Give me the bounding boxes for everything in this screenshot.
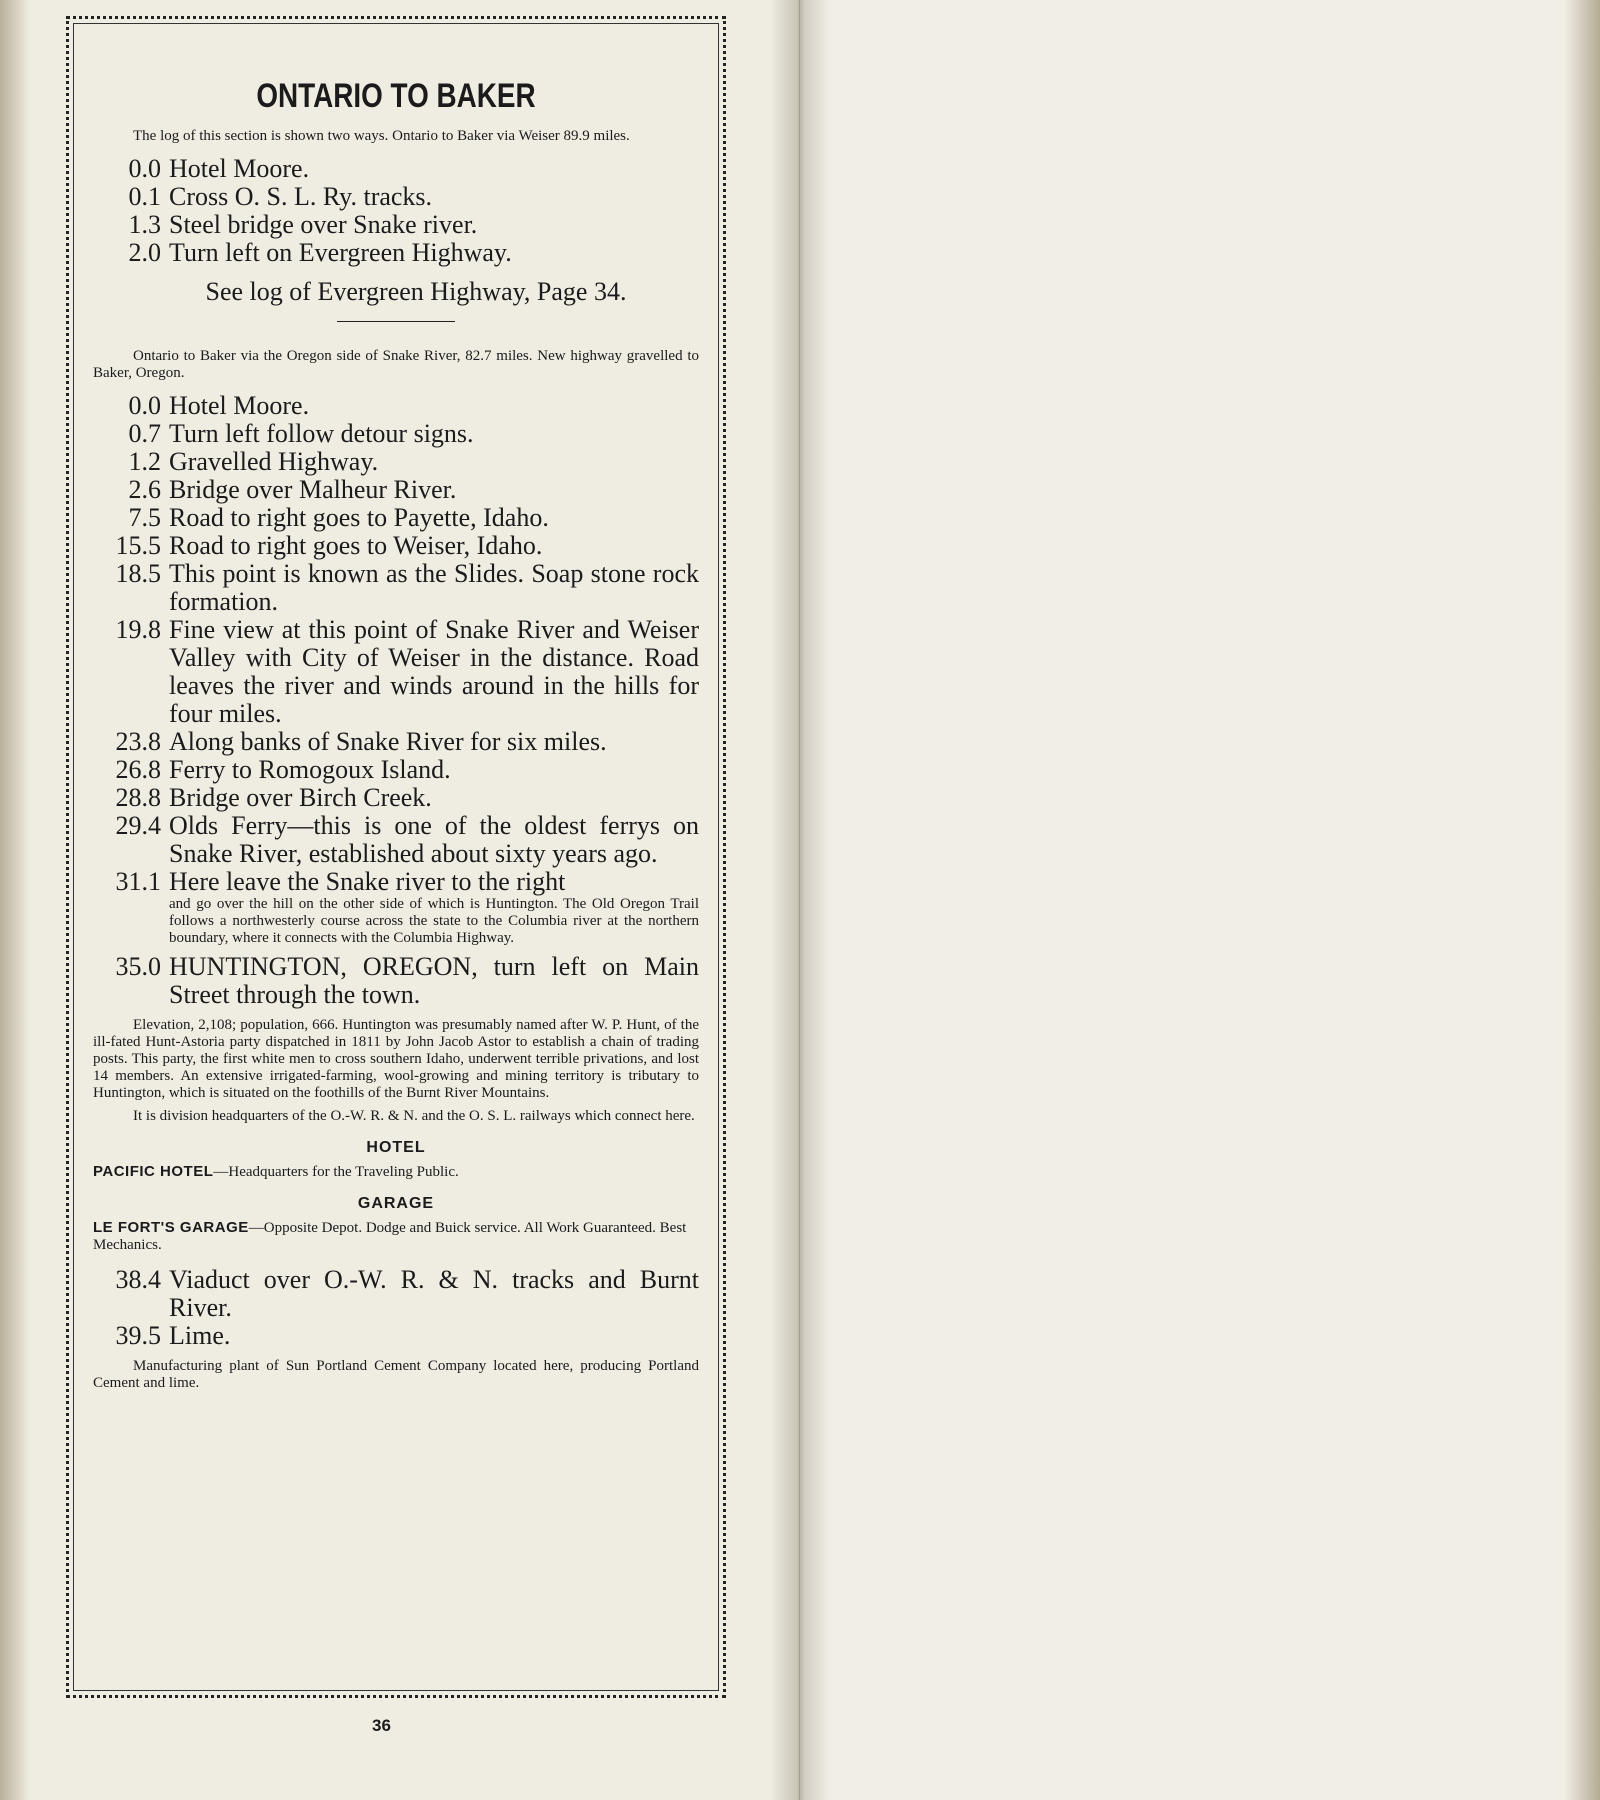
log-entry bbox=[93, 183, 699, 211]
log-text: Road to right goes to Weiser, Idaho. bbox=[169, 531, 543, 560]
mileage: 23.8 bbox=[115, 727, 161, 756]
hotel-description: —Headquarters for the Traveling Public. bbox=[213, 1164, 459, 1180]
mileage: 18.5 bbox=[115, 559, 161, 588]
log-entry bbox=[93, 420, 699, 448]
log-entry bbox=[93, 239, 699, 267]
log-entry bbox=[93, 211, 699, 239]
log-entry bbox=[93, 616, 699, 728]
log-entry bbox=[93, 756, 699, 784]
garage-header: GARAGE bbox=[357, 1195, 435, 1212]
mileage: 0.1 bbox=[128, 182, 161, 211]
mileage: 0.0 bbox=[128, 391, 161, 420]
log-text: Hotel Moore. bbox=[169, 154, 310, 183]
mileage: 15.5 bbox=[115, 531, 161, 560]
log-oregon-route bbox=[93, 392, 699, 1009]
log-entry bbox=[93, 476, 699, 504]
log-text bbox=[169, 868, 699, 947]
log-text: Cross O. S. L. Ry. tracks. bbox=[169, 182, 433, 211]
log-text-detail: and go over the hill on the other side of which is Huntington. The Old Oregon Trail follows a northwesterly course across the state to the Columbia river at the northern boundary, where it connects with the Columbia Highway. bbox=[169, 896, 699, 946]
log-entry bbox=[93, 1266, 699, 1322]
log-entry bbox=[93, 953, 699, 1009]
division-note: It is division headquarters of the O.-W. R. & N. and the O. S. L. railways which connect here. bbox=[133, 1108, 695, 1124]
mileage: 1.3 bbox=[128, 210, 161, 239]
log-text: Along banks of Snake River for six miles. bbox=[169, 727, 607, 756]
page-number-left: 36 bbox=[372, 1716, 391, 1735]
mileage: 7.5 bbox=[128, 503, 161, 532]
log-entry bbox=[93, 728, 699, 756]
log-continued bbox=[93, 1266, 699, 1350]
log-text: Hotel Moore. bbox=[169, 391, 310, 420]
log-text: Olds Ferry—this is one of the oldest ferrys on Snake River, established about sixty years ago. bbox=[169, 811, 699, 868]
log-entry bbox=[93, 784, 699, 812]
log-entry bbox=[93, 392, 699, 420]
intro-paragraph: The log of this section is shown two ways. Ontario to Baker via Weiser 89.9 miles. bbox=[133, 128, 630, 144]
garage-listing bbox=[93, 1219, 699, 1254]
log-text: HUNTINGTON, OREGON, turn left on Main Street through the town. bbox=[169, 952, 699, 1009]
huntington-note: Elevation, 2,108; population, 666. Huntington was presumably named after W. P. Hunt, of the ill-fated Hunt-Astoria party dispatched in 1811 by John Jacob Astor to establish a chain of trading posts. This party, the first white men to cross southern Idaho, underwent terrible privations, and lost 14 members. An extensive irrigated-farming, wool-growing and mining territory is tributary to Huntington, which is situated on the foothills of the Burnt River Mountains. bbox=[93, 1017, 699, 1101]
log-text: Viaduct over O.-W. R. & N. tracks and Burnt River. bbox=[169, 1265, 699, 1322]
mileage: 29.4 bbox=[115, 811, 161, 840]
log-text: Lime. bbox=[169, 1321, 231, 1350]
book-gutter bbox=[770, 0, 830, 1800]
log-text: Turn left follow detour signs. bbox=[169, 419, 474, 448]
log-text: Fine view at this point of Snake River and Weiser Valley with City of Weiser in the distance. Road leaves the river and winds around in the hills for four miles. bbox=[169, 615, 699, 728]
mileage: 39.5 bbox=[115, 1321, 161, 1350]
log-entry bbox=[93, 155, 699, 183]
section-divider bbox=[337, 321, 455, 322]
log-weiser-route bbox=[93, 155, 699, 267]
see-log-note: See log of Evergreen Highway, Page 34. bbox=[205, 277, 627, 306]
mileage: 31.1 bbox=[115, 867, 161, 896]
log-entry bbox=[93, 504, 699, 532]
garage-description: —Opposite Depot. Dodge and Buick service. All Work Guaranteed. Best Mechanics. bbox=[93, 1220, 687, 1253]
hotel-header: HOTEL bbox=[366, 1139, 426, 1156]
mileage: 1.2 bbox=[128, 447, 161, 476]
hotel-listing bbox=[93, 1163, 699, 1181]
page-edge bbox=[1564, 0, 1600, 1800]
mileage: 26.8 bbox=[115, 755, 161, 784]
mileage: 28.8 bbox=[115, 783, 161, 812]
mileage: 2.6 bbox=[128, 475, 161, 504]
log-entry bbox=[93, 868, 699, 947]
lime-note: Manufacturing plant of Sun Portland Cement Company located here, producing Portland Cement and lime. bbox=[93, 1358, 699, 1391]
log-text: Road to right goes to Payette, Idaho. bbox=[169, 503, 549, 532]
log-text-main: Here leave the Snake river to the right bbox=[169, 867, 566, 896]
mileage: 35.0 bbox=[115, 952, 161, 981]
ontario-to-baker-panel bbox=[66, 16, 726, 1698]
section-title: ONTARIO TO BAKER bbox=[256, 77, 536, 115]
right-page bbox=[800, 0, 1600, 1800]
log-text: Bridge over Birch Creek. bbox=[169, 783, 432, 812]
intro-paragraph-oregon-side: Ontario to Baker via the Oregon side of Snake River, 82.7 miles. New highway gravelled to Baker, Oregon. bbox=[93, 348, 699, 381]
mileage: 0.0 bbox=[128, 154, 161, 183]
log-text: Gravelled Highway. bbox=[169, 447, 379, 476]
log-entry bbox=[93, 1322, 699, 1350]
log-text: This point is known as the Slides. Soap stone rock formation. bbox=[169, 559, 699, 616]
log-entry bbox=[93, 448, 699, 476]
log-entry bbox=[93, 812, 699, 868]
page-edge bbox=[0, 0, 30, 1800]
garage-name: LE FORT'S GARAGE bbox=[93, 1219, 249, 1236]
log-text: Turn left on Evergreen Highway. bbox=[169, 238, 512, 267]
mileage: 19.8 bbox=[115, 615, 161, 644]
log-text: Ferry to Romogoux Island. bbox=[169, 755, 451, 784]
log-text: Steel bridge over Snake river. bbox=[169, 210, 478, 239]
log-entry bbox=[93, 532, 699, 560]
log-entry bbox=[93, 560, 699, 616]
log-text: Bridge over Malheur River. bbox=[169, 475, 457, 504]
mileage: 2.0 bbox=[128, 238, 161, 267]
mileage: 38.4 bbox=[115, 1265, 161, 1294]
hotel-name: PACIFIC HOTEL bbox=[93, 1163, 214, 1180]
mileage: 0.7 bbox=[128, 419, 161, 448]
